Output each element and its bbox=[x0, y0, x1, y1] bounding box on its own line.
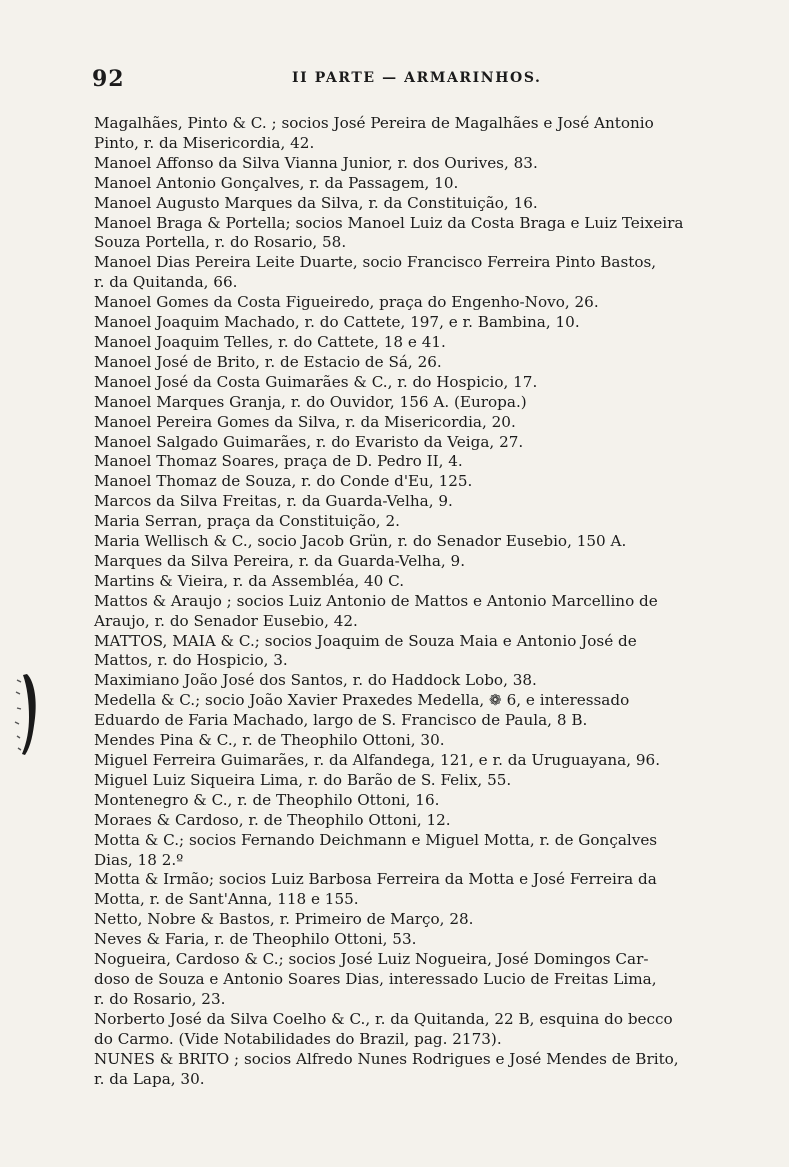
directory-entry bbox=[94, 313, 744, 333]
entry-line: Manoel Affonso da Silva Vianna Junior, r. dos Ourives, 83. bbox=[94, 153, 538, 172]
directory-entry bbox=[94, 452, 744, 472]
entry-line: Manoel Braga & Portella; socios Manoel Luiz da Costa Braga e Luiz Teixeira bbox=[94, 213, 684, 232]
entry-line: Manoel Joaquim Machado, r. do Cattete, 197, e r. Bambina, 10. bbox=[94, 313, 580, 332]
directory-entry bbox=[94, 253, 744, 293]
entry-line: Norberto José da Silva Coelho & C., r. da Quitanda, 22 B, esquina do becco bbox=[94, 1009, 673, 1028]
directory-entry bbox=[94, 532, 744, 552]
directory-entry bbox=[94, 512, 744, 532]
entry-line: Miguel Ferreira Guimarães, r. da Alfandega, 121, e r. da Uruguayana, 96. bbox=[94, 751, 661, 769]
entry-continuation-line: r. da Quitanda, 66. bbox=[94, 273, 238, 292]
entry-line: Mattos & Araujo ; socios Luiz Antonio de Mattos e Antonio Marcellino de bbox=[94, 591, 658, 610]
directory-entry bbox=[94, 1050, 744, 1090]
entry-line: Manoel Joaquim Telles, r. do Cattete, 18 e 41. bbox=[94, 332, 446, 351]
entry-line: Marques da Silva Pereira, r. da Guarda-Velha, 9. bbox=[94, 551, 466, 570]
directory-entry bbox=[94, 811, 744, 831]
directory-entry bbox=[94, 671, 744, 691]
entry-continuation-line: Mattos, r. do Hospicio, 3. bbox=[94, 651, 288, 670]
entry-line: Maximiano João José dos Santos, r. do Haddock Lobo, 38. bbox=[94, 671, 537, 690]
directory-entry bbox=[94, 472, 744, 492]
entry-line: Manoel Pereira Gomes da Silva, r. da Misericordia, 20. bbox=[94, 412, 516, 431]
entry-line: Motta & Irmão; socios Luiz Barbosa Ferreira da Motta e José Ferreira da bbox=[94, 870, 657, 889]
directory-entry bbox=[94, 870, 744, 910]
entry-line: Nogueira, Cardoso & C.; socios José Luiz Nogueira, José Domingos Car- bbox=[94, 950, 649, 969]
entry-line: Miguel Luiz Siqueira Lima, r. do Barão de S. Felix, 55. bbox=[94, 770, 512, 789]
directory-entry bbox=[94, 950, 744, 1010]
entry-line: Manoel José de Brito, r. de Estacio de Sá, 26. bbox=[94, 352, 442, 371]
directory-entry bbox=[94, 552, 744, 572]
directory-entry bbox=[94, 433, 744, 453]
entry-continuation-line: Dias, 18 2.º bbox=[94, 850, 184, 869]
entry-line: Manoel Salgado Guimarães, r. do Evaristo da Veiga, 27. bbox=[94, 432, 524, 451]
entry-line: Martins & Vieira, r. da Assembléa, 40 C. bbox=[94, 571, 405, 590]
entry-line: Motta & C.; socios Fernando Deichmann e Miguel Motta, r. de Gonçalves bbox=[94, 830, 658, 849]
entry-continuation-line: Pinto, r. da Misericordia, 42. bbox=[94, 133, 315, 152]
directory-entry bbox=[94, 393, 744, 413]
entry-line: Manoel Augusto Marques da Silva, r. da Constituição, 16. bbox=[94, 193, 538, 212]
entry-line: Magalhães, Pinto & C. ; socios José Pereira de Magalhães e José Antonio bbox=[94, 114, 654, 132]
directory-entry bbox=[94, 214, 744, 254]
directory-entry bbox=[94, 333, 744, 353]
directory-entry bbox=[94, 413, 744, 433]
entry-continuation-line: r. do Rosario, 23. bbox=[94, 989, 226, 1008]
entry-line: Manoel José da Costa Guimarães & C., r. do Hospicio, 17. bbox=[94, 372, 538, 391]
running-head: II PARTE — ARMARINHOS. bbox=[292, 70, 542, 86]
entry-continuation-line: Souza Portella, r. do Rosario, 58. bbox=[94, 233, 347, 252]
directory-entry bbox=[94, 791, 744, 811]
margin-ink-mark bbox=[13, 672, 45, 757]
directory-entry bbox=[94, 731, 744, 751]
entry-line: Montenegro & C., r. de Theophilo Ottoni, 16. bbox=[94, 790, 440, 809]
directory-entry bbox=[94, 353, 744, 373]
entry-line: MATTOS, MAIA & C.; socios Joaquim de Souza Maia e Antonio José de bbox=[94, 631, 637, 650]
directory-entry bbox=[94, 691, 744, 731]
entry-line: Moraes & Cardoso, r. de Theophilo Ottoni, 12. bbox=[94, 810, 451, 829]
entry-line: Manoel Antonio Gonçalves, r. da Passagem, 10. bbox=[94, 173, 459, 192]
directory-entry bbox=[94, 114, 744, 154]
entry-line: Manoel Marques Granja, r. do Ouvidor, 156 A. (Europa.) bbox=[94, 392, 527, 411]
entry-continuation-line: Motta, r. de Sant'Anna, 118 e 155. bbox=[94, 890, 359, 909]
entry-line: Maria Wellisch & C., socio Jacob Grün, r. do Senador Eusebio, 150 A. bbox=[94, 532, 627, 551]
entry-continuation-line: r. da Lapa, 30. bbox=[94, 1069, 205, 1088]
entry-line: Maria Serran, praça da Constituição, 2. bbox=[94, 512, 400, 531]
directory-entry bbox=[94, 154, 744, 174]
directory-entry bbox=[94, 592, 744, 632]
entry-continuation-line: doso de Souza e Antonio Soares Dias, interessado Lucio de Freitas Lima, bbox=[94, 969, 657, 988]
entry-line: Marcos da Silva Freitas, r. da Guarda-Velha, 9. bbox=[94, 492, 453, 511]
directory-entry bbox=[94, 174, 744, 194]
directory-entry bbox=[94, 194, 744, 214]
directory-entry bbox=[94, 373, 744, 393]
directory-entry bbox=[94, 930, 744, 950]
directory-entry bbox=[94, 831, 744, 871]
entry-line: Medella & C.; socio João Xavier Praxedes Medella, ❁ 6, e interessado bbox=[94, 691, 630, 710]
entry-line: Mendes Pina & C., r. de Theophilo Ottoni, 30. bbox=[94, 731, 445, 750]
directory-entry bbox=[94, 293, 744, 313]
page-number: 92 bbox=[92, 66, 125, 92]
page-header bbox=[92, 66, 742, 96]
entry-line: Netto, Nobre & Bastos, r. Primeiro de Março, 28. bbox=[94, 910, 474, 929]
directory-entry bbox=[94, 751, 744, 771]
directory-entry bbox=[94, 910, 744, 930]
entry-line: Manoel Gomes da Costa Figueiredo, praça do Engenho-Novo, 26. bbox=[94, 293, 599, 312]
directory-entry bbox=[94, 771, 744, 791]
entry-continuation-line: do Carmo. (Vide Notabilidades do Brazil, pag. 2173). bbox=[94, 1029, 502, 1048]
directory-entry bbox=[94, 572, 744, 592]
entry-line: Manoel Dias Pereira Leite Duarte, socio Francisco Ferreira Pinto Bastos, bbox=[94, 253, 657, 272]
entry-line: NUNES & BRITO ; socios Alfredo Nunes Rodrigues e José Mendes de Brito, bbox=[94, 1049, 679, 1068]
entry-line: Manoel Thomaz Soares, praça de D. Pedro II, 4. bbox=[94, 452, 463, 471]
directory-entry bbox=[94, 632, 744, 672]
directory-entry bbox=[94, 1010, 744, 1050]
entry-continuation-line: Araujo, r. do Senador Eusebio, 42. bbox=[94, 611, 358, 630]
directory-entry bbox=[94, 492, 744, 512]
entry-continuation-line: Eduardo de Faria Machado, largo de S. Francisco de Paula, 8 B. bbox=[94, 711, 588, 730]
entry-line: Manoel Thomaz de Souza, r. do Conde d'Eu, 125. bbox=[94, 472, 473, 491]
directory-entries bbox=[94, 114, 744, 1089]
entry-line: Neves & Faria, r. de Theophilo Ottoni, 53. bbox=[94, 930, 417, 949]
